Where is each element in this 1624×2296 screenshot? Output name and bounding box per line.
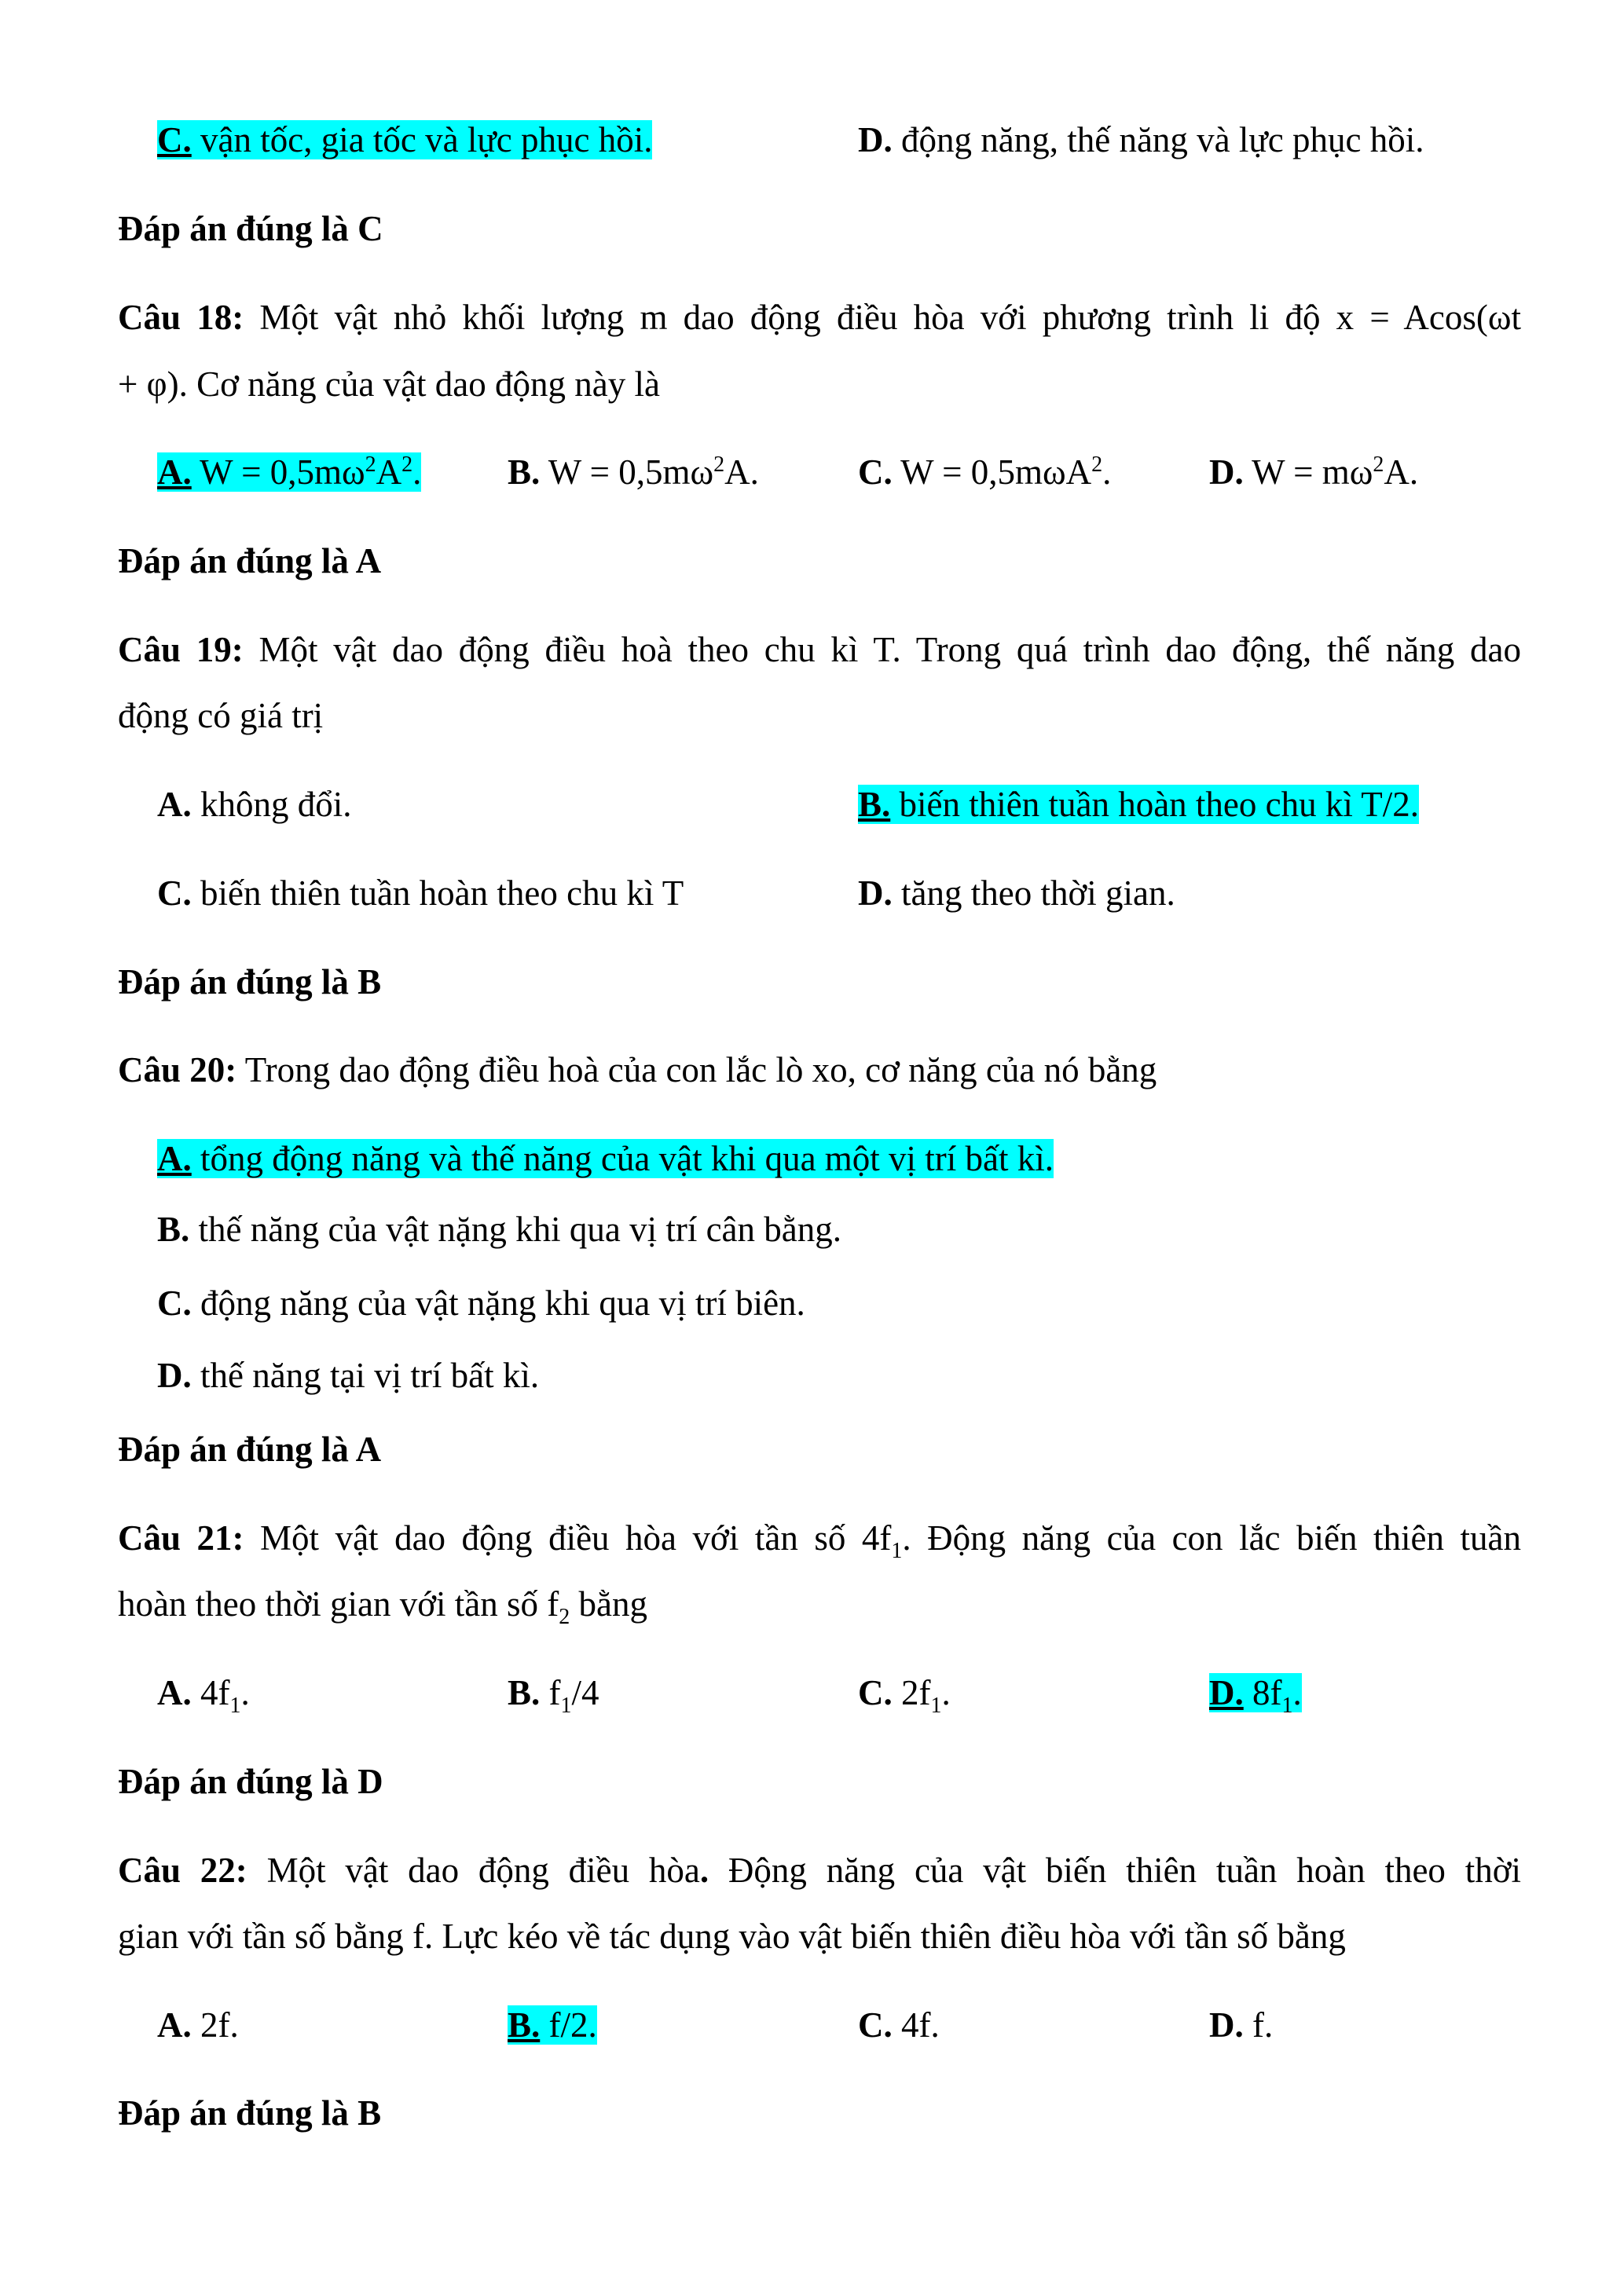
superscript: 2: [713, 452, 725, 477]
q22-stem-line1: [118, 1850, 1521, 1891]
q18-option-b: [508, 452, 759, 493]
q21-stem-line1: [118, 1518, 1521, 1563]
q20-text: Trong dao động điều hoà của con lắc lò xo, cơ năng của nó bằng: [236, 1050, 1157, 1089]
option-label: A.: [157, 1673, 192, 1712]
q18-stem-line2: + φ). Cơ năng của vật dao động này là: [118, 364, 660, 404]
subscript: 1: [891, 1539, 903, 1563]
correct-option-highlight: [858, 785, 1419, 824]
text-segment: 8f: [1243, 1673, 1282, 1712]
option-text: [892, 1673, 951, 1718]
option-label: B.: [508, 2005, 541, 2045]
option-label: A.: [157, 1139, 192, 1178]
q22-label: Câu 22:: [118, 1851, 247, 1890]
text-segment: tăng theo thời gian.: [892, 873, 1175, 913]
option-content: [157, 873, 684, 913]
text-segment: W = 0,5mωA: [892, 452, 1092, 492]
option-text: [540, 452, 759, 492]
text-segment: W = 0,5mω: [540, 452, 714, 492]
q19-stem-line1: [118, 629, 1521, 670]
q21-option-d: [1209, 1672, 1302, 1718]
q21-option-a: [157, 1672, 250, 1718]
text-segment: f/2.: [540, 2005, 597, 2045]
option-content: [508, 452, 759, 492]
q21-answer: Đáp án đúng là D: [118, 1762, 383, 1801]
text-segment: bằng: [570, 1584, 647, 1624]
option-text: [890, 785, 1419, 824]
q22-option-a: [157, 2005, 239, 2045]
q22-option-b: [508, 2005, 597, 2045]
option-text: [893, 452, 1112, 492]
q19-option-d: [858, 873, 1175, 914]
q22-option-c: [858, 2005, 940, 2045]
text-segment: biến thiên tuần hoàn theo chu kì T: [191, 873, 684, 913]
superscript: 2: [1373, 452, 1384, 477]
option-text: [893, 2005, 940, 2045]
option-label: D.: [1209, 452, 1244, 492]
superscript: 2: [1091, 452, 1103, 477]
option-content: [1209, 452, 1418, 492]
option-label: C.: [157, 1283, 192, 1323]
q19-answer: Đáp án đúng là B: [118, 962, 382, 1002]
text-segment: . Động năng của con lắc biến thiên tuần: [902, 1518, 1521, 1558]
option-label: C.: [858, 2005, 893, 2045]
subscript: 1: [1281, 1694, 1293, 1718]
option-label: B.: [157, 1210, 190, 1249]
subscript: 1: [930, 1694, 942, 1718]
q20-option-d: [157, 1355, 539, 1396]
text-segment: biến thiên tuần hoàn theo chu kì T/2.: [890, 785, 1420, 824]
option-text: [540, 1673, 599, 1718]
q18-answer: Đáp án đúng là A: [118, 541, 382, 580]
option-text: [189, 1210, 841, 1249]
option-label: D.: [1209, 2005, 1244, 2045]
q22-text: Một vật dao động điều hòa: [247, 1851, 700, 1890]
option-label: B.: [508, 452, 541, 492]
subscript: 1: [229, 1694, 241, 1718]
option-text: [192, 1283, 805, 1323]
text-segment: động năng, thế năng và lực phục hồi.: [892, 120, 1424, 159]
option-content: [858, 452, 1111, 492]
subscript: 1: [560, 1694, 572, 1718]
text-segment: A.: [1384, 452, 1419, 492]
text-segment: .: [941, 1673, 951, 1712]
option-content: [157, 1283, 805, 1323]
text-segment: W = 0,5mω: [191, 452, 365, 492]
option-text: [192, 1356, 539, 1395]
option-label: B.: [508, 1673, 541, 1712]
text-segment: thế năng của vật nặng khi qua vị trí cân bằng.: [189, 1210, 841, 1249]
option-label: C.: [858, 452, 893, 492]
option-content: [157, 1356, 539, 1395]
q17-option-c: [157, 119, 652, 160]
text-segment: không đổi.: [191, 785, 352, 824]
q19-option-c: [157, 873, 684, 914]
option-label: C.: [157, 873, 192, 913]
text-segment: 4f: [191, 1673, 230, 1712]
option-label: C.: [157, 120, 192, 159]
q18-option-d: [1209, 452, 1418, 493]
q20-label: Câu 20:: [118, 1050, 237, 1089]
text-segment: động năng của vật nặng khi qua vị trí biên.: [191, 1283, 805, 1323]
option-label: A.: [157, 452, 192, 492]
q20-option-b: [157, 1209, 841, 1250]
option-label: A.: [157, 785, 192, 824]
q22-option-d: [1209, 2005, 1273, 2045]
option-text: [893, 120, 1424, 159]
q19-text: Một vật dao động điều hoà theo chu kì T. Trong quá trình dao động, thế năng dao: [243, 630, 1521, 669]
option-label: B.: [858, 785, 891, 824]
option-label: C.: [858, 1673, 893, 1712]
text-segment: 2f.: [191, 2005, 239, 2045]
superscript: 2: [365, 452, 376, 477]
q22-answer: Đáp án đúng là B: [118, 2093, 382, 2133]
text-segment: .: [412, 452, 422, 492]
correct-option-highlight: [157, 120, 652, 159]
text-segment: 4f.: [892, 2005, 940, 2045]
subscript: 2: [559, 1605, 570, 1629]
q21-option-c: [858, 1672, 951, 1718]
option-content: [508, 1673, 599, 1718]
q19-option-a: [157, 784, 352, 825]
option-text: [192, 120, 653, 159]
q22-period: .: [699, 1851, 709, 1890]
q18-text: Một vật nhỏ khối lượng m dao động điều hòa với phương trình li độ x = Acos(ωt: [244, 298, 1522, 337]
option-label: D.: [1209, 1673, 1244, 1712]
q21-text: [244, 1518, 1521, 1563]
correct-option-highlight: [157, 1139, 1054, 1178]
text-segment: /4: [571, 1673, 599, 1712]
superscript: 2: [401, 452, 413, 477]
q20-stem-line1: [118, 1049, 1157, 1090]
option-text: [192, 785, 352, 824]
option-content: [157, 785, 352, 824]
option-text: [1244, 2005, 1274, 2045]
correct-option-highlight: [508, 2005, 597, 2045]
option-content: [157, 1210, 841, 1249]
option-label: D.: [157, 1356, 192, 1395]
q18-option-c: [858, 452, 1111, 493]
q21-option-b: [508, 1672, 599, 1718]
q20-option-c: [157, 1283, 805, 1324]
option-content: [157, 1673, 250, 1718]
option-text: [192, 2005, 239, 2045]
option-content: [157, 2005, 239, 2045]
q19-label: Câu 19:: [118, 630, 244, 669]
option-content: [1209, 2005, 1273, 2045]
option-text: [192, 1139, 1054, 1178]
q17-answer: Đáp án đúng là C: [118, 209, 383, 248]
option-text: [1243, 1673, 1302, 1718]
text-segment: f: [540, 1673, 561, 1712]
text-segment: W = mω: [1243, 452, 1373, 492]
correct-option-highlight: [1209, 1673, 1302, 1718]
q21-stem-line2: [118, 1584, 647, 1629]
correct-option-highlight: [157, 452, 421, 492]
text-segment: vận tốc, gia tốc và lực phục hồi.: [191, 120, 653, 159]
option-text: [191, 1673, 250, 1718]
text-segment: .: [1102, 452, 1112, 492]
text-segment: .: [1292, 1673, 1302, 1712]
q20-option-a: [157, 1138, 1054, 1179]
option-content: [858, 873, 1175, 913]
text-segment: Một vật dao động điều hòa với tần số 4f: [244, 1518, 892, 1558]
q19-stem-line2: động có giá trị: [118, 696, 324, 735]
text-segment: A.: [724, 452, 759, 492]
option-content: [858, 120, 1424, 159]
option-text: [1244, 452, 1418, 492]
text-segment: f.: [1243, 2005, 1274, 2045]
option-content: [858, 1673, 951, 1718]
q17-option-d: [858, 119, 1424, 160]
text-segment: 2f: [892, 1673, 931, 1712]
q20-answer: Đáp án đúng là A: [118, 1430, 382, 1469]
q19-option-b: [858, 784, 1419, 825]
text-segment: hoàn theo thời gian với tần số f: [118, 1584, 559, 1624]
option-text: [192, 873, 684, 913]
option-text: [893, 873, 1175, 913]
q21-label: Câu 21:: [118, 1518, 244, 1558]
q18-stem-line1: [118, 297, 1521, 338]
text-segment: .: [240, 1673, 250, 1712]
q18-option-a: [157, 452, 421, 493]
text-segment: thế năng tại vị trí bất kì.: [191, 1356, 540, 1395]
q22-text-cont: Động năng của vật biến thiên tuần hoàn theo thời: [709, 1851, 1521, 1890]
text-segment: tổng động năng và thế năng của vật khi qua một vị trí bất kì.: [191, 1139, 1054, 1178]
option-text: [540, 2005, 597, 2045]
option-text: [192, 452, 422, 492]
option-label: A.: [157, 2005, 192, 2045]
q18-label: Câu 18:: [118, 298, 244, 337]
option-label: D.: [858, 873, 893, 913]
text-segment: A: [376, 452, 402, 492]
option-label: D.: [858, 120, 893, 159]
option-content: [858, 2005, 940, 2045]
q22-stem-line2: gian với tần số bằng f. Lực kéo về tác dụng vào vật biến thiên điều hòa với tần số bằng: [118, 1917, 1346, 1956]
